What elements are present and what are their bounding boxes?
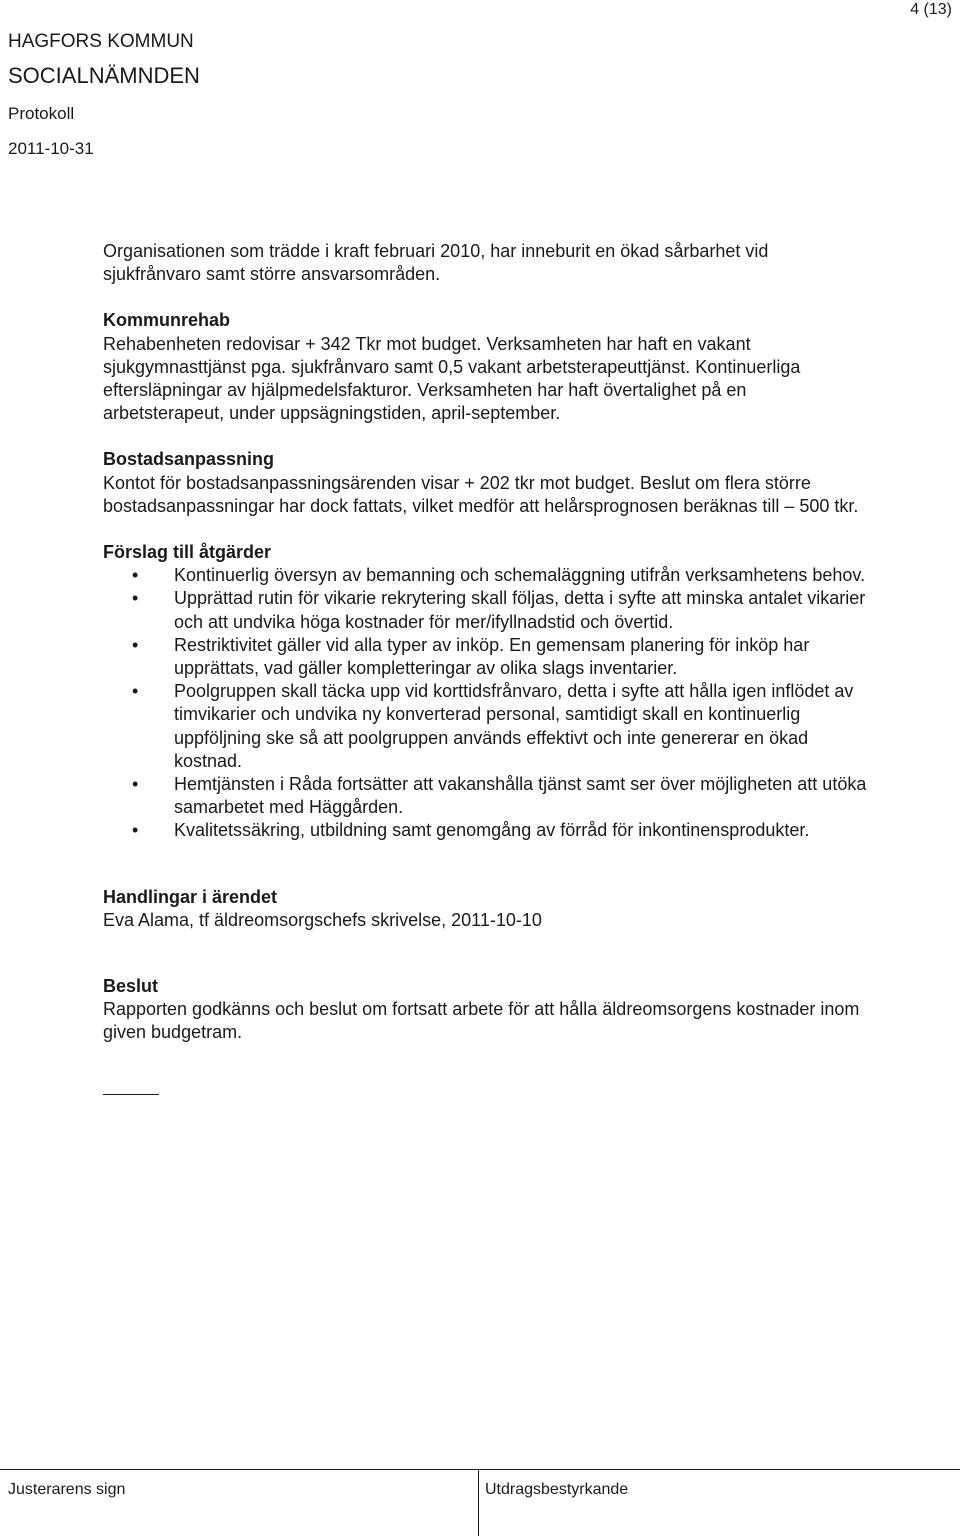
utdrag-label: Utdragsbestyrkande	[485, 1481, 629, 1498]
list-item-line: • Hemtjänsten i Råda fortsätter att vakanshålla tjänst samt ser över möjligheten att utöka	[174, 774, 867, 795]
justerare-cell	[0, 1470, 478, 1536]
page-number: 4 (13)	[910, 1, 952, 18]
bostadsanpassning-line: Kontot för bostadsanpassningsärenden visar + 202 tkr mot budget. Beslut om flera större	[103, 472, 811, 493]
list-item	[103, 564, 948, 587]
beslut-line: given budgetram.	[103, 1022, 243, 1043]
section-heading-beslut: Beslut	[103, 976, 159, 997]
document-date: 2011-10-31	[8, 139, 94, 158]
justerare-label: Justerarens sign	[8, 1481, 126, 1498]
kommunrehab-line: sjukgymnasttjänst pga. sjukfrånvaro samt 0,5 vakant arbetsterapeuttjänst. Kontinuerliga	[103, 356, 801, 377]
utdrag-cell	[478, 1470, 960, 1536]
list-item-line: • Kvalitetssäkring, utbildning samt genomgång av förråd för inkontinensprodukter.	[174, 820, 810, 841]
signature-footer	[0, 1469, 960, 1536]
list-item-line: • Kontinuerlig översyn av bemanning och schemaläggning utifrån verksamhetens behov.	[174, 565, 866, 586]
list-item	[103, 587, 948, 633]
list-item-line: samarbetet med Häggården.	[174, 797, 404, 818]
bostadsanpassning-line: bostadsanpassningar har dock fattats, vilket medför att helårsprognosen beräknas till – 500 tkr.	[103, 495, 859, 516]
section-heading-bostadsanpassning: Bostadsanpassning	[103, 449, 275, 470]
section-heading-kommunrehab: Kommunrehab	[103, 310, 231, 331]
section-heading-handlingar: Handlingar i ärendet	[103, 886, 278, 907]
forslag-list	[103, 564, 948, 842]
beslut-line: Rapporten godkänns och beslut om fortsatt arbete för att hålla äldreomsorgens kostnader inom	[103, 999, 860, 1020]
list-item-line: • Restriktivitet gäller vid alla typer av inköp. En gemensam planering för inköp har	[174, 634, 810, 655]
document-type: Protokoll	[8, 104, 75, 123]
section-heading-forslag: Förslag till åtgärder	[103, 542, 272, 563]
list-item-line: kostnad.	[174, 750, 243, 771]
organization-name: HAGFORS KOMMUN	[8, 31, 194, 52]
list-item	[103, 773, 948, 819]
list-item-line: timvikarier och undvika ny konverterad personal, samtidigt skall en kontinuerlig	[174, 704, 801, 725]
list-item	[103, 819, 948, 842]
board-name: SOCIALNÄMNDEN	[8, 63, 200, 88]
list-item-line: upprättats, vad gäller kompletteringar av olika slags inventarier.	[174, 658, 678, 679]
list-item-line: • Poolgruppen skall täcka upp vid korttidsfrånvaro, detta i syfte att hålla igen inflödet av	[174, 681, 854, 702]
list-item-line: uppföljning ske så att poolgruppen används effektivt och inte genererar en ökad	[174, 727, 809, 748]
list-item-line: • Upprättad rutin för vikarie rekrytering skall följas, detta i syfte att minska antalet vikarier	[174, 588, 866, 609]
kommunrehab-line: arbetsterapeut, under uppsägningstiden, april-september.	[103, 403, 561, 424]
list-item-line: och att undvika höga kostnader för mer/ifyllnadstid och övertid.	[174, 611, 674, 632]
list-item	[103, 680, 948, 773]
document-body	[103, 240, 948, 1045]
end-rule	[103, 1094, 159, 1095]
handlingar-text: Eva Alama, tf äldreomsorgschefs skrivelse, 2011-10-10	[103, 909, 542, 930]
kommunrehab-line: eftersläpningar av hjälpmedelsfakturor. Verksamheten har haft övertalighet på en	[103, 380, 747, 401]
list-item	[103, 634, 948, 680]
intro-line: sjukfrånvaro samt större ansvarsområden.	[103, 264, 441, 285]
intro-line: Organisationen som trädde i kraft februari 2010, har inneburit en ökad sårbarhet vid	[103, 241, 769, 261]
kommunrehab-line: Rehabenheten redovisar + 342 Tkr mot budget. Verksamheten har haft en vakant	[103, 333, 751, 354]
